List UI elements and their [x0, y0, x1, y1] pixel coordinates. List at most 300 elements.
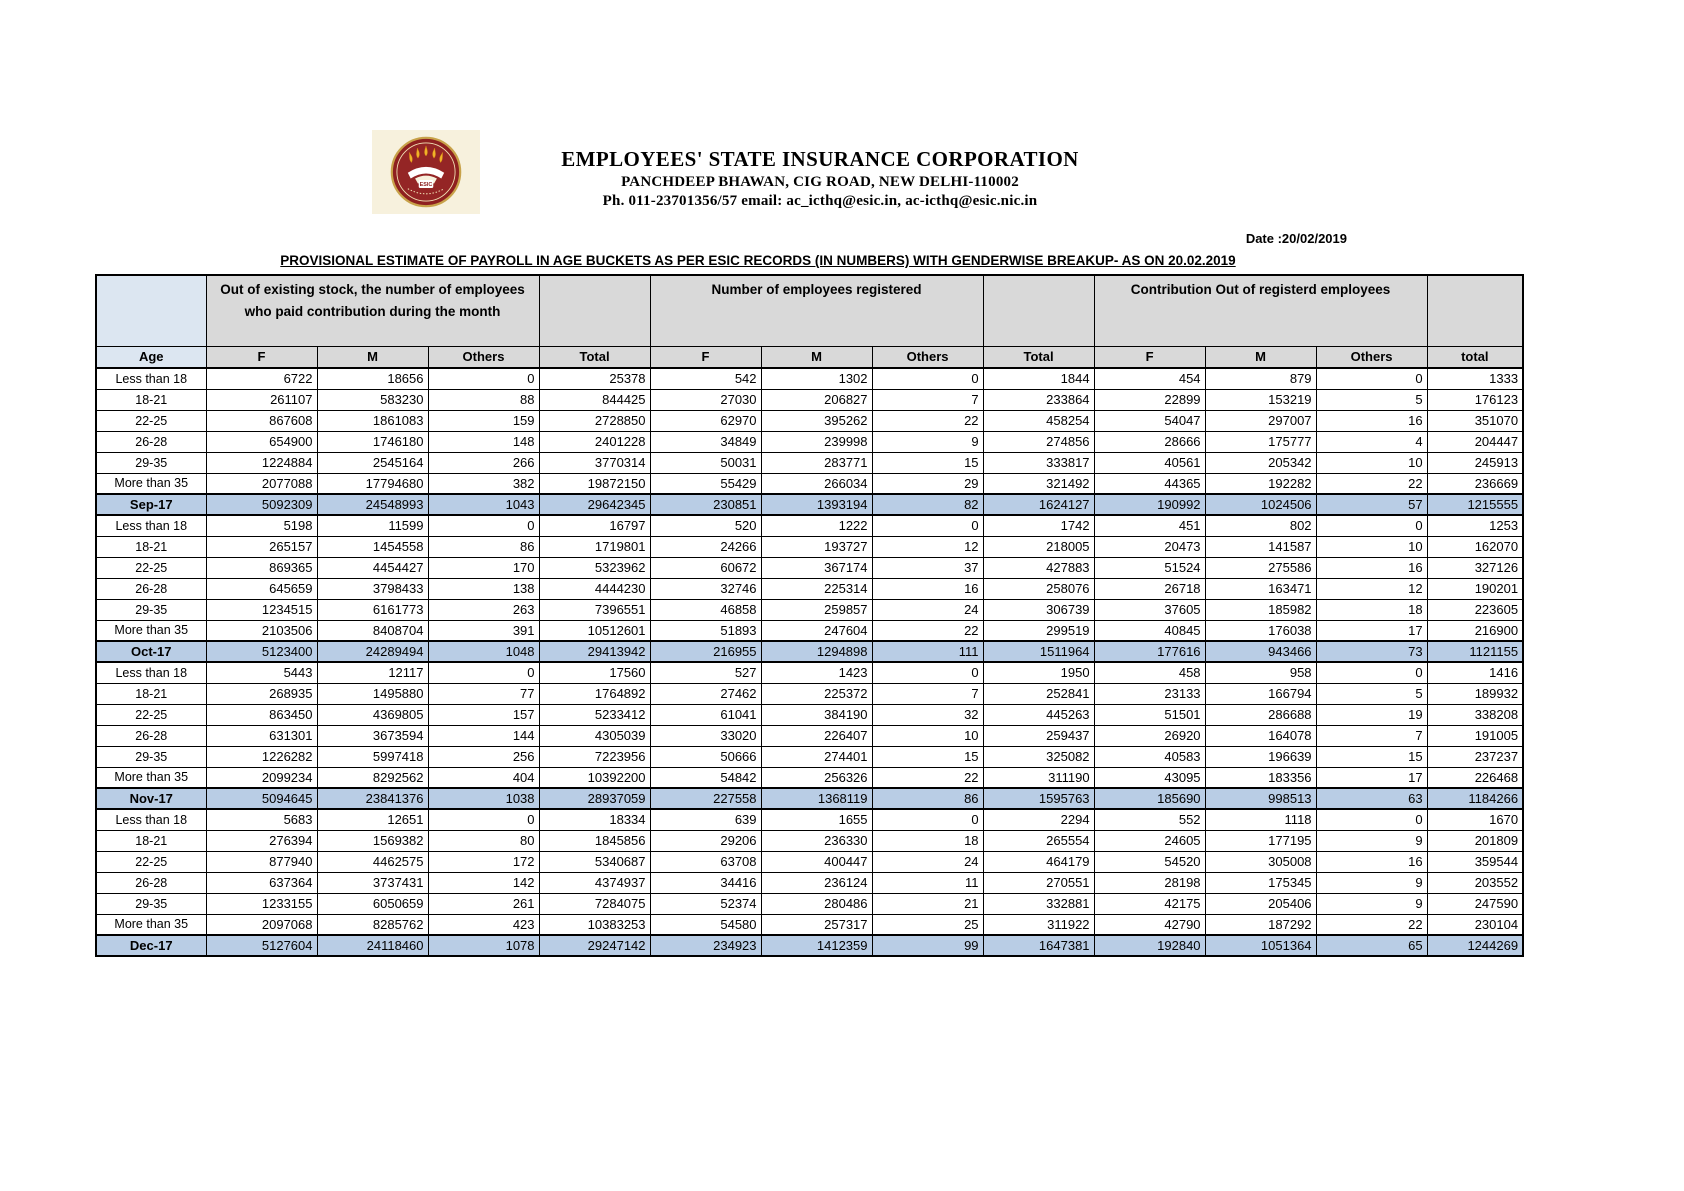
- value-cell: 445263: [983, 704, 1094, 725]
- table-row: [96, 704, 1523, 725]
- value-cell: 5: [1316, 389, 1427, 410]
- value-cell: 9: [1316, 872, 1427, 893]
- value-cell: 1184266: [1427, 788, 1523, 809]
- age-bucket-label: 18-21: [96, 683, 206, 704]
- value-cell: 80: [428, 830, 539, 851]
- value-cell: 261: [428, 893, 539, 914]
- value-cell: 5340687: [539, 851, 650, 872]
- value-cell: 15: [1316, 746, 1427, 767]
- value-cell: 8408704: [317, 620, 428, 641]
- value-cell: 869365: [206, 557, 317, 578]
- value-cell: 42790: [1094, 914, 1205, 935]
- value-cell: 18: [1316, 599, 1427, 620]
- table-row: [96, 473, 1523, 494]
- value-cell: 1719801: [539, 536, 650, 557]
- column-header-f: F: [650, 346, 761, 368]
- value-cell: 29247142: [539, 935, 650, 956]
- table-row: [96, 452, 1523, 473]
- value-cell: 1215555: [1427, 494, 1523, 515]
- value-cell: 187292: [1205, 914, 1316, 935]
- value-cell: 54842: [650, 767, 761, 788]
- value-cell: 5233412: [539, 704, 650, 725]
- value-cell: 1226282: [206, 746, 317, 767]
- group-header-spacer: [96, 275, 206, 346]
- value-cell: 82: [872, 494, 983, 515]
- age-bucket-label: 29-35: [96, 599, 206, 620]
- value-cell: 258076: [983, 578, 1094, 599]
- value-cell: 1048: [428, 641, 539, 662]
- value-cell: 29413942: [539, 641, 650, 662]
- value-cell: 157: [428, 704, 539, 725]
- value-cell: 1222: [761, 515, 872, 536]
- value-cell: 51893: [650, 620, 761, 641]
- value-cell: 5443: [206, 662, 317, 683]
- value-cell: 2401228: [539, 431, 650, 452]
- value-cell: 28198: [1094, 872, 1205, 893]
- value-cell: 12: [872, 536, 983, 557]
- value-cell: 274856: [983, 431, 1094, 452]
- value-cell: 4374937: [539, 872, 650, 893]
- value-cell: 193727: [761, 536, 872, 557]
- value-cell: 877940: [206, 851, 317, 872]
- value-cell: 1121155: [1427, 641, 1523, 662]
- value-cell: 0: [428, 809, 539, 830]
- age-bucket-label: 22-25: [96, 704, 206, 725]
- table-row: [96, 893, 1523, 914]
- value-cell: 2103506: [206, 620, 317, 641]
- age-bucket-label: 26-28: [96, 431, 206, 452]
- column-header-row: [96, 346, 1523, 368]
- value-cell: 3673594: [317, 725, 428, 746]
- value-cell: 1118: [1205, 809, 1316, 830]
- value-cell: 631301: [206, 725, 317, 746]
- value-cell: 63: [1316, 788, 1427, 809]
- value-cell: 351070: [1427, 410, 1523, 431]
- value-cell: 1624127: [983, 494, 1094, 515]
- value-cell: 27462: [650, 683, 761, 704]
- value-cell: 9: [872, 431, 983, 452]
- age-bucket-label: More than 35: [96, 767, 206, 788]
- value-cell: 265157: [206, 536, 317, 557]
- value-cell: 142: [428, 872, 539, 893]
- value-cell: 23841376: [317, 788, 428, 809]
- value-cell: 34849: [650, 431, 761, 452]
- value-cell: 844425: [539, 389, 650, 410]
- value-cell: 236669: [1427, 473, 1523, 494]
- value-cell: 4305039: [539, 725, 650, 746]
- value-cell: 5198: [206, 515, 317, 536]
- value-cell: 306739: [983, 599, 1094, 620]
- value-cell: 325082: [983, 746, 1094, 767]
- value-cell: 266: [428, 452, 539, 473]
- column-header-f: F: [1094, 346, 1205, 368]
- value-cell: 265554: [983, 830, 1094, 851]
- value-cell: 259437: [983, 725, 1094, 746]
- column-header-age: Age: [96, 346, 206, 368]
- value-cell: 1764892: [539, 683, 650, 704]
- value-cell: 54520: [1094, 851, 1205, 872]
- age-bucket-label: 18-21: [96, 536, 206, 557]
- month-label: Sep-17: [96, 494, 206, 515]
- value-cell: 247604: [761, 620, 872, 641]
- table-row: [96, 683, 1523, 704]
- value-cell: 22: [872, 410, 983, 431]
- value-cell: 60672: [650, 557, 761, 578]
- group-header: Contribution Out of registerd employees: [1094, 275, 1427, 346]
- value-cell: 237237: [1427, 746, 1523, 767]
- value-cell: 1043: [428, 494, 539, 515]
- value-cell: 245913: [1427, 452, 1523, 473]
- age-bucket-label: 29-35: [96, 746, 206, 767]
- table-row: [96, 536, 1523, 557]
- table-row: [96, 410, 1523, 431]
- value-cell: 0: [428, 662, 539, 683]
- value-cell: 1051364: [1205, 935, 1316, 956]
- org-name: EMPLOYEES' STATE INSURANCE CORPORATION: [561, 147, 1079, 171]
- value-cell: 259857: [761, 599, 872, 620]
- value-cell: 159: [428, 410, 539, 431]
- value-cell: 28666: [1094, 431, 1205, 452]
- value-cell: 25: [872, 914, 983, 935]
- value-cell: 0: [872, 515, 983, 536]
- value-cell: 458: [1094, 662, 1205, 683]
- value-cell: 879: [1205, 368, 1316, 389]
- value-cell: 32746: [650, 578, 761, 599]
- value-cell: 247590: [1427, 893, 1523, 914]
- value-cell: 0: [1316, 515, 1427, 536]
- value-cell: 163471: [1205, 578, 1316, 599]
- value-cell: 34416: [650, 872, 761, 893]
- group-header: Out of existing stock, the number of employees who paid contribution during the month: [206, 275, 539, 346]
- value-cell: 552: [1094, 809, 1205, 830]
- value-cell: 8285762: [317, 914, 428, 935]
- value-cell: 4462575: [317, 851, 428, 872]
- value-cell: 192282: [1205, 473, 1316, 494]
- org-contact: Ph. 011-23701356/57 email: ac_icthq@esic.in, ac-icthq@esic.nic.in: [602, 193, 1038, 209]
- group-header: Number of employees registered: [650, 275, 983, 346]
- value-cell: 226468: [1427, 767, 1523, 788]
- value-cell: 327126: [1427, 557, 1523, 578]
- value-cell: 26920: [1094, 725, 1205, 746]
- value-cell: 1333: [1427, 368, 1523, 389]
- age-bucket-label: Less than 18: [96, 809, 206, 830]
- value-cell: 10: [872, 725, 983, 746]
- value-cell: 9: [1316, 830, 1427, 851]
- column-header-m: M: [761, 346, 872, 368]
- value-cell: 111: [872, 641, 983, 662]
- value-cell: 1511964: [983, 641, 1094, 662]
- value-cell: 0: [1316, 809, 1427, 830]
- value-cell: 527: [650, 662, 761, 683]
- value-cell: 1233155: [206, 893, 317, 914]
- value-cell: 15: [872, 452, 983, 473]
- value-cell: 542: [650, 368, 761, 389]
- value-cell: 395262: [761, 410, 872, 431]
- table-row: [96, 599, 1523, 620]
- value-cell: 162070: [1427, 536, 1523, 557]
- value-cell: 451: [1094, 515, 1205, 536]
- value-cell: 311922: [983, 914, 1094, 935]
- value-cell: 332881: [983, 893, 1094, 914]
- value-cell: 33020: [650, 725, 761, 746]
- value-cell: 50666: [650, 746, 761, 767]
- value-cell: 10392200: [539, 767, 650, 788]
- value-cell: 0: [428, 515, 539, 536]
- column-header-total: Total: [983, 346, 1094, 368]
- value-cell: 268935: [206, 683, 317, 704]
- value-cell: 15: [872, 746, 983, 767]
- value-cell: 0: [872, 809, 983, 830]
- value-cell: 1224884: [206, 452, 317, 473]
- value-cell: 261107: [206, 389, 317, 410]
- value-cell: 1495880: [317, 683, 428, 704]
- value-cell: 400447: [761, 851, 872, 872]
- value-cell: 225314: [761, 578, 872, 599]
- value-cell: 299519: [983, 620, 1094, 641]
- column-header-total: Total: [539, 346, 650, 368]
- value-cell: 54580: [650, 914, 761, 935]
- value-cell: 867608: [206, 410, 317, 431]
- column-header-m: M: [317, 346, 428, 368]
- value-cell: 321492: [983, 473, 1094, 494]
- age-bucket-label: 26-28: [96, 872, 206, 893]
- value-cell: 216900: [1427, 620, 1523, 641]
- value-cell: 958: [1205, 662, 1316, 683]
- value-cell: 382: [428, 473, 539, 494]
- value-cell: 18: [872, 830, 983, 851]
- value-cell: 51501: [1094, 704, 1205, 725]
- value-cell: 2097068: [206, 914, 317, 935]
- value-cell: 63708: [650, 851, 761, 872]
- value-cell: 454: [1094, 368, 1205, 389]
- value-cell: 225372: [761, 683, 872, 704]
- value-cell: 6722: [206, 368, 317, 389]
- value-cell: 9: [1316, 893, 1427, 914]
- value-cell: 22: [1316, 473, 1427, 494]
- value-cell: 185690: [1094, 788, 1205, 809]
- value-cell: 5127604: [206, 935, 317, 956]
- value-cell: 311190: [983, 767, 1094, 788]
- value-cell: 192840: [1094, 935, 1205, 956]
- table-row: [96, 431, 1523, 452]
- value-cell: 205406: [1205, 893, 1316, 914]
- svg-text:ESIC: ESIC: [419, 182, 433, 189]
- value-cell: 12: [1316, 578, 1427, 599]
- value-cell: 10: [1316, 536, 1427, 557]
- value-cell: 141587: [1205, 536, 1316, 557]
- value-cell: 333817: [983, 452, 1094, 473]
- group-header-spacer: [539, 275, 650, 346]
- table-row: [96, 746, 1523, 767]
- month-summary-row: [96, 788, 1523, 809]
- table-body: [96, 368, 1523, 956]
- value-cell: 7223956: [539, 746, 650, 767]
- value-cell: 5323962: [539, 557, 650, 578]
- date-label: Date :20/02/2019: [1245, 231, 1347, 246]
- value-cell: 17560: [539, 662, 650, 683]
- document-title: PROVISIONAL ESTIMATE OF PAYROLL IN AGE BUCKETS AS PER ESIC RECORDS (IN NUMBERS) WITH GENDERWISE BREAKUP- AS ON 20.02.2019: [280, 253, 1236, 268]
- value-cell: 10383253: [539, 914, 650, 935]
- value-cell: 65: [1316, 935, 1427, 956]
- value-cell: 8292562: [317, 767, 428, 788]
- value-cell: 73: [1316, 641, 1427, 662]
- month-summary-row: [96, 935, 1523, 956]
- value-cell: 283771: [761, 452, 872, 473]
- value-cell: 190201: [1427, 578, 1523, 599]
- value-cell: 86: [428, 536, 539, 557]
- table-row: [96, 725, 1523, 746]
- value-cell: 4369805: [317, 704, 428, 725]
- value-cell: 166794: [1205, 683, 1316, 704]
- value-cell: 19: [1316, 704, 1427, 725]
- value-cell: 77: [428, 683, 539, 704]
- age-bucket-label: More than 35: [96, 620, 206, 641]
- value-cell: 2099234: [206, 767, 317, 788]
- table-row: [96, 767, 1523, 788]
- value-cell: 6050659: [317, 893, 428, 914]
- value-cell: 1234515: [206, 599, 317, 620]
- value-cell: 46858: [650, 599, 761, 620]
- column-header-f: F: [206, 346, 317, 368]
- value-cell: 24266: [650, 536, 761, 557]
- value-cell: 802: [1205, 515, 1316, 536]
- value-cell: 520: [650, 515, 761, 536]
- value-cell: 0: [872, 368, 983, 389]
- value-cell: 18334: [539, 809, 650, 830]
- age-bucket-label: Less than 18: [96, 368, 206, 389]
- value-cell: 5683: [206, 809, 317, 830]
- value-cell: 29206: [650, 830, 761, 851]
- value-cell: 19872150: [539, 473, 650, 494]
- value-cell: 16: [1316, 557, 1427, 578]
- group-header-spacer: [1427, 275, 1523, 346]
- value-cell: 24: [872, 851, 983, 872]
- value-cell: 218005: [983, 536, 1094, 557]
- value-cell: 263: [428, 599, 539, 620]
- value-cell: 42175: [1094, 893, 1205, 914]
- value-cell: 22: [872, 620, 983, 641]
- value-cell: 29642345: [539, 494, 650, 515]
- value-cell: 24118460: [317, 935, 428, 956]
- column-header-m: M: [1205, 346, 1316, 368]
- value-cell: 37: [872, 557, 983, 578]
- value-cell: 55429: [650, 473, 761, 494]
- column-header-others: Others: [872, 346, 983, 368]
- value-cell: 176038: [1205, 620, 1316, 641]
- age-bucket-label: 26-28: [96, 578, 206, 599]
- value-cell: 1670: [1427, 809, 1523, 830]
- value-cell: 367174: [761, 557, 872, 578]
- value-cell: 3737431: [317, 872, 428, 893]
- value-cell: 1454558: [317, 536, 428, 557]
- value-cell: 645659: [206, 578, 317, 599]
- value-cell: 1368119: [761, 788, 872, 809]
- table-row: [96, 368, 1523, 389]
- value-cell: 2728850: [539, 410, 650, 431]
- value-cell: 12651: [317, 809, 428, 830]
- group-header-row: [96, 275, 1523, 346]
- value-cell: 7284075: [539, 893, 650, 914]
- value-cell: 99: [872, 935, 983, 956]
- month-label: Oct-17: [96, 641, 206, 662]
- value-cell: 20473: [1094, 536, 1205, 557]
- value-cell: 3770314: [539, 452, 650, 473]
- value-cell: 7396551: [539, 599, 650, 620]
- value-cell: 2545164: [317, 452, 428, 473]
- value-cell: 3798433: [317, 578, 428, 599]
- value-cell: 16797: [539, 515, 650, 536]
- value-cell: 51524: [1094, 557, 1205, 578]
- value-cell: 1038: [428, 788, 539, 809]
- value-cell: 223605: [1427, 599, 1523, 620]
- value-cell: 37605: [1094, 599, 1205, 620]
- value-cell: 204447: [1427, 431, 1523, 452]
- month-label: Dec-17: [96, 935, 206, 956]
- table-row: [96, 872, 1523, 893]
- value-cell: 0: [1316, 662, 1427, 683]
- age-bucket-label: 18-21: [96, 830, 206, 851]
- value-cell: 1393194: [761, 494, 872, 515]
- value-cell: 1861083: [317, 410, 428, 431]
- value-cell: 22: [872, 767, 983, 788]
- table-row: [96, 914, 1523, 935]
- value-cell: 384190: [761, 704, 872, 725]
- value-cell: 236124: [761, 872, 872, 893]
- age-bucket-label: Less than 18: [96, 515, 206, 536]
- value-cell: 17: [1316, 620, 1427, 641]
- value-cell: 54047: [1094, 410, 1205, 431]
- value-cell: 170: [428, 557, 539, 578]
- value-cell: 62970: [650, 410, 761, 431]
- value-cell: 40845: [1094, 620, 1205, 641]
- value-cell: 2294: [983, 809, 1094, 830]
- age-bucket-label: More than 35: [96, 914, 206, 935]
- value-cell: 256: [428, 746, 539, 767]
- value-cell: 1423: [761, 662, 872, 683]
- value-cell: 57: [1316, 494, 1427, 515]
- value-cell: 286688: [1205, 704, 1316, 725]
- value-cell: 583230: [317, 389, 428, 410]
- value-cell: 24: [872, 599, 983, 620]
- value-cell: 21: [872, 893, 983, 914]
- table-row: [96, 830, 1523, 851]
- value-cell: 226407: [761, 725, 872, 746]
- value-cell: 276394: [206, 830, 317, 851]
- value-cell: 32: [872, 704, 983, 725]
- value-cell: 22899: [1094, 389, 1205, 410]
- age-bucket-label: 26-28: [96, 725, 206, 746]
- age-bucket-label: 22-25: [96, 410, 206, 431]
- value-cell: 6161773: [317, 599, 428, 620]
- value-cell: 177195: [1205, 830, 1316, 851]
- value-cell: 7: [1316, 725, 1427, 746]
- column-header-others: Others: [428, 346, 539, 368]
- value-cell: 234923: [650, 935, 761, 956]
- value-cell: 280486: [761, 893, 872, 914]
- month-summary-row: [96, 494, 1523, 515]
- value-cell: 17: [1316, 767, 1427, 788]
- value-cell: 305008: [1205, 851, 1316, 872]
- value-cell: 40561: [1094, 452, 1205, 473]
- value-cell: 230104: [1427, 914, 1523, 935]
- value-cell: 0: [872, 662, 983, 683]
- value-cell: 5094645: [206, 788, 317, 809]
- value-cell: 44365: [1094, 473, 1205, 494]
- value-cell: 1595763: [983, 788, 1094, 809]
- value-cell: 12117: [317, 662, 428, 683]
- value-cell: 206827: [761, 389, 872, 410]
- table-row: [96, 578, 1523, 599]
